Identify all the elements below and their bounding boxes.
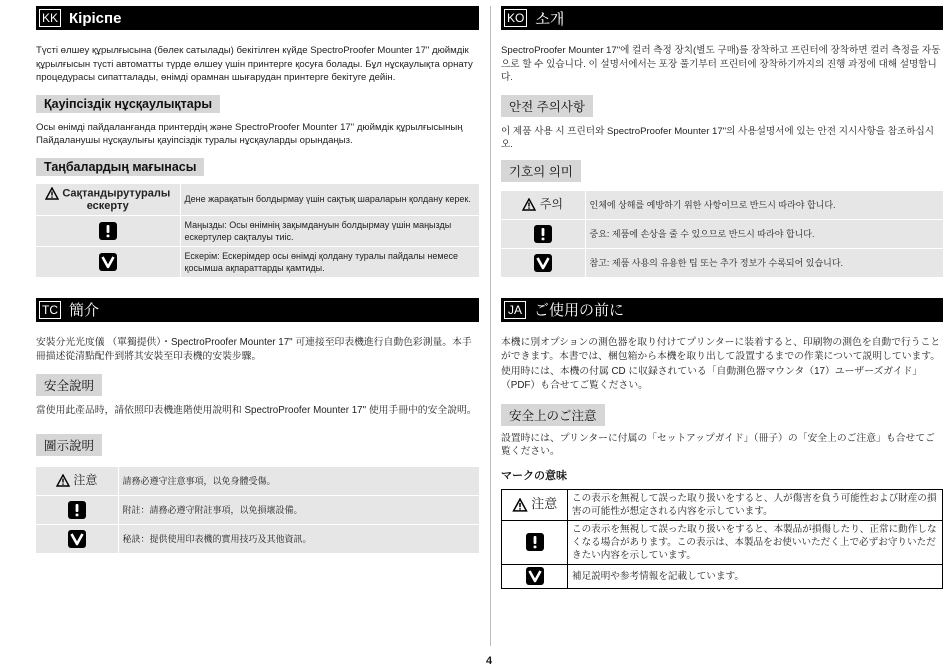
ja-symbols-heading: マークの意味 (501, 469, 567, 482)
ko-safety-text: 이 제품 사용 시 프린터와 SpectroProofer Mounter 17"의 사용설명서에 있는 안전 지시사항을 참조하십시오. (501, 125, 935, 150)
left-column (36, 6, 479, 554)
kk-section-header (36, 6, 479, 30)
ja-language-code: JA (504, 301, 526, 319)
ja-note-text: 補足説明や参考情報を記載しています。 (568, 564, 943, 588)
table-row (36, 495, 479, 524)
warning-triangle-icon (522, 198, 536, 211)
table-row (36, 215, 479, 246)
table-row (501, 190, 943, 219)
kk-caution-symbol (36, 183, 180, 215)
table-row (36, 466, 479, 495)
tc-section-title: 簡介 (69, 302, 100, 319)
kk-note-text: Ескерім: Ескерімдер осы өнімді қолдану туралы пайдалы немесе қосымша ақпараттарды қамтиды. (180, 246, 479, 277)
ja-caution-symbol (502, 489, 568, 520)
ko-symbols-heading: 기호의 의미 (501, 160, 581, 182)
exclamation-icon (534, 225, 552, 243)
checkmark-icon (99, 253, 117, 271)
tc-caution-text: 請務必遵守注意事項，以免身體受傷。 (118, 466, 479, 495)
kk-caution-label: Сақтандырутуралы ескерту (62, 186, 171, 212)
table-row (501, 219, 943, 248)
checkmark-icon (526, 567, 544, 585)
kk-note-symbol (36, 246, 180, 277)
tc-important-symbol (36, 495, 118, 524)
exclamation-icon (526, 533, 544, 551)
tc-important-text: 附註：請務必遵守附註事項，以免損壞設備。 (118, 495, 479, 524)
tc-note-text: 秘訣：提供使用印表機的實用技巧及其他資訊。 (118, 524, 479, 553)
warning-triangle-icon (45, 187, 59, 200)
ja-symbols-table (501, 489, 943, 589)
table-row (502, 489, 943, 520)
ja-safety-text: 設置時には、プリンターに付属の「セットアップガイド」（冊子）の「安全上のご注意」も合せてご覧ください。 (501, 432, 935, 457)
kk-important-text: Маңызды: Осы өнімнің зақымдануын болдырмау үшін маңызды ескертулер сақталуы тиіс. (180, 215, 479, 246)
table-row (502, 564, 943, 588)
warning-triangle-icon (56, 474, 70, 487)
ja-safety-heading: 安全上のご注意 (501, 404, 605, 426)
right-column (501, 6, 943, 589)
table-row (36, 246, 479, 277)
kk-important-symbol (36, 215, 180, 246)
kk-caution-text: Дене жарақатын болдырмау үшін сақтық шараларын қолдану керек. (180, 183, 479, 215)
ko-caution-label: 주의 (539, 196, 564, 211)
ko-important-text: 중요: 제품에 손상을 줄 수 있으므로 반드시 따라야 합니다. (585, 219, 943, 248)
ko-caution-text: 인체에 상해를 예방하기 위한 사항이므로 반드시 따라야 합니다. (585, 190, 943, 219)
ko-section-header (501, 6, 943, 30)
tc-symbols-heading: 圖示說明 (36, 434, 102, 456)
tc-caution-label: 注意 (73, 472, 98, 487)
tc-caution-symbol (36, 466, 118, 495)
tc-symbols-table (36, 466, 479, 554)
ko-safety-heading: 안전 주의사항 (501, 95, 593, 117)
tc-note-symbol (36, 524, 118, 553)
ko-caution-symbol (501, 190, 585, 219)
ko-symbols-table (501, 190, 943, 278)
ja-intro-text: 本機に別オプションの測色器を取り付けてプリンターに装着すると、印刷物の測色を自動で行うことができます。本書では、梱包箱から本機を取り出して設置するまでの作業について説明しています。使用時には、本機の付属 CD に収録されている「自動測色器マウンタ（17）ユーザーズガイド」（PDF）も合せてご覧ください。 (501, 336, 941, 391)
ja-caution-label: 注意 (531, 496, 558, 512)
tc-safety-heading: 安全說明 (36, 374, 102, 396)
ja-section-header (501, 298, 943, 322)
checkmark-icon (534, 254, 552, 272)
page-number: 4 (486, 655, 493, 667)
ja-important-text: この表示を無視して誤った取り扱いをすると、本製品が損傷したり、正常に動作しなくなる場合があります。この表示は、本製品をお使いいただく上で必ずお守りいただきたい内容を示しています。 (568, 520, 943, 564)
ko-language-code: KO (504, 9, 527, 27)
exclamation-icon (68, 501, 86, 519)
ko-note-symbol (501, 248, 585, 277)
ja-caution-text: この表示を無視して誤った取り扱いをすると、人が傷害を負う可能性および財産の損害の可能性が想定される内容を示しています。 (568, 489, 943, 520)
tc-language-code: TC (39, 301, 61, 319)
kk-safety-text: Осы өнімді пайдаланғанда принтердің және SpectroProofer Mounter 17" дюймдік құрылғысының Пайдаланушы нұсқаулығы қауіпсіздік туралы нұсқауларды орындаңыз. (36, 121, 463, 146)
warning-triangle-icon (512, 498, 528, 512)
checkmark-icon (68, 530, 86, 548)
kk-intro-text: Түсті өлшеу құрылғысына (бөлек сатылады) бекітілген күйде SpectroProofer Mounter 17" дюймдік құрылғысын түсті автоматты түрде өлшеу үшін принтерге қосуға болады. Бұл нұсқаулықта орнату процедурасы сипатталады, өнімді орамнан шығарудан принтерге бекітуге дейін. (36, 45, 473, 83)
ko-intro-text: SpectroProofer Mounter 17"에 컬러 측정 장치(별도 구매)를 장착하고 프린터에 장착하면 컬러 측정을 자동으로 할 수 있습니다. 이 설명서에서는 포장 풀기부터 프린터에 장착하기까지의 진행 과정에 대해 설명합니다. (501, 45, 941, 83)
table-row (501, 248, 943, 277)
table-row (502, 520, 943, 564)
exclamation-icon (99, 222, 117, 240)
tc-section-header (36, 298, 479, 322)
ko-important-symbol (501, 219, 585, 248)
kk-section-title: Кіріспе (69, 9, 122, 27)
ko-section-title: 소개 (535, 10, 565, 28)
kk-symbols-table (36, 183, 479, 278)
kk-language-code: KK (39, 9, 61, 27)
ja-note-symbol (502, 564, 568, 588)
table-row (36, 183, 479, 215)
ja-section-title: ご使用の前に (534, 302, 625, 319)
ko-note-text: 참고: 제품 사용의 유용한 팁 또는 추가 정보가 수록되어 있습니다. (585, 248, 943, 277)
kk-safety-heading: Қауіпсіздік нұсқаулықтары (36, 95, 220, 113)
tc-safety-text: 當使用此產品時，請依照印表機進階使用說明和 SpectroProofer Mounter 17" 使用手冊中的安全說明。 (36, 404, 477, 416)
ja-important-symbol (502, 520, 568, 564)
center-divider (490, 6, 491, 646)
tc-intro-text: 安裝分光光度儀 （單獨提供）・SpectroProofer Mounter 17" 可連接至印表機進行自動色彩測量。本手冊描述從清點配件到將其安裝至印表機的安裝步驟。 (36, 336, 472, 362)
table-row (36, 524, 479, 553)
kk-symbols-heading: Таңбалардың мағынасы (36, 158, 204, 176)
